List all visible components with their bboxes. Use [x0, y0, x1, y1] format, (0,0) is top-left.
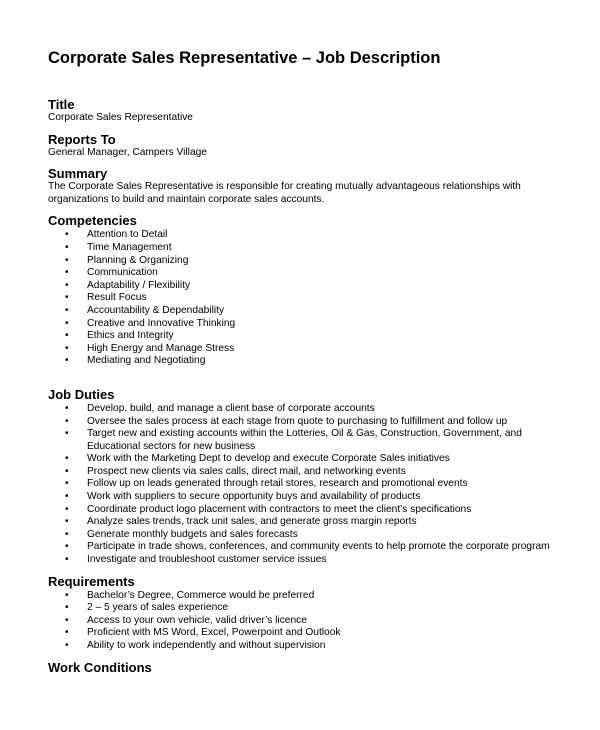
- list-item-text: High Energy and Manage Stress: [87, 342, 235, 354]
- title-section: [48, 97, 600, 125]
- competencies-section: [48, 213, 600, 368]
- list-item-text: Attention to Detail: [87, 229, 168, 241]
- list-item: [48, 355, 600, 368]
- title-text: Corporate Sales Representative: [48, 112, 193, 123]
- bullet-icon: •: [65, 229, 69, 241]
- list-item: [48, 292, 600, 305]
- list-item-text: Ability to work independently and without supervision: [87, 640, 326, 651]
- reports-to-section: [48, 132, 600, 160]
- list-item-text: Develop, build, and manage a client base of corporate accounts: [87, 402, 375, 414]
- requirements-section: [48, 574, 600, 653]
- bullet-icon: •: [65, 465, 69, 477]
- bullet-icon: •: [65, 453, 69, 465]
- bullet-icon: •: [65, 627, 69, 639]
- list-item: [48, 627, 600, 640]
- list-item: [48, 529, 600, 542]
- bullet-icon: •: [65, 355, 69, 367]
- section-heading-job-duties: Job Duties: [48, 386, 115, 402]
- list-item-text: Coordinate product logo placement with contractors to meet the client’s specifications: [87, 503, 472, 515]
- list-item: [48, 255, 600, 268]
- reports-to-text: General Manager, Campers Village: [48, 146, 207, 158]
- bullet-icon: •: [65, 279, 69, 291]
- list-item: [48, 318, 600, 331]
- bullet-icon: •: [65, 342, 69, 354]
- list-item: [48, 305, 600, 318]
- section-heading-title: Title: [48, 97, 75, 112]
- list-item: [48, 428, 600, 453]
- list-item-text: Time Management: [87, 241, 172, 253]
- list-item-text: Communication: [87, 267, 158, 279]
- list-item-text: Oversee the sales process at each stage from quote to purchasing to fulfillment and follow up: [87, 415, 508, 427]
- list-item: [48, 516, 600, 529]
- list-item-text: Prospect new clients via sales calls, direct mail, and networking events: [87, 465, 406, 477]
- list-item: [48, 403, 600, 416]
- list-item: [48, 541, 600, 554]
- list-item-text: Access to your own vehicle, valid driver’s licence: [87, 614, 307, 626]
- list-item-text: Result Focus: [87, 292, 147, 304]
- work-conditions-section: [48, 660, 600, 675]
- list-item: [48, 453, 600, 466]
- list-item: [48, 640, 600, 653]
- bullet-icon: •: [65, 589, 69, 601]
- list-item-text: Work with the Marketing Dept to develop and execute Corporate Sales initiatives: [87, 453, 450, 465]
- list-item: [48, 491, 600, 504]
- list-item: [48, 554, 600, 567]
- list-item-text: Investigate and troubleshoot customer service issues: [87, 554, 327, 566]
- bullet-icon: •: [65, 292, 69, 304]
- list-item-text: Participate in trade shows, conferences, and community events to help promote the corporate program: [87, 541, 550, 553]
- list-item-text: Bachelor’s Degree, Commerce would be preferred: [87, 589, 315, 601]
- bullet-icon: •: [65, 554, 69, 566]
- list-item-text: Analyze sales trends, track unit sales, and generate gross margin reports: [87, 516, 417, 528]
- summary-text: The Corporate Sales Representative is responsible for creating mutually advantageous relationships with organizations to build and maintain corporate sales accounts.: [48, 181, 521, 205]
- list-item-text: Ethics and Integrity: [87, 330, 174, 342]
- list-item-text: Proficient with MS Word, Excel, Powerpoint and Outlook: [87, 627, 341, 639]
- bullet-icon: •: [65, 267, 69, 279]
- section-heading-work-conditions: Work Conditions: [48, 659, 152, 675]
- bullet-icon: •: [65, 491, 69, 503]
- list-item: [48, 280, 600, 293]
- list-item: [48, 504, 600, 517]
- section-heading-competencies: Competencies: [48, 213, 137, 229]
- bullet-icon: •: [65, 415, 69, 427]
- bullet-icon: •: [65, 304, 69, 316]
- list-item-text: 2 – 5 years of sales experience: [87, 602, 229, 614]
- bullet-icon: •: [65, 528, 69, 540]
- list-item: [48, 267, 600, 280]
- list-item: [48, 242, 600, 255]
- list-item: [48, 343, 600, 356]
- bullet-icon: •: [65, 503, 69, 515]
- bullet-icon: •: [65, 402, 69, 414]
- summary-section: [48, 166, 600, 206]
- bullet-icon: •: [65, 614, 69, 626]
- section-heading-requirements: Requirements: [48, 573, 135, 589]
- section-heading-reports-to: Reports To: [48, 131, 116, 147]
- competencies-list: [48, 229, 600, 368]
- list-item-text: Work with suppliers to secure opportunity buys and availability of products: [87, 491, 421, 503]
- list-item-text: Follow up on leads generated through retail stores, research and promotional events: [87, 478, 468, 490]
- list-item-text: Creative and Innovative Thinking: [87, 317, 236, 329]
- list-item: [48, 478, 600, 491]
- list-item-text: Target new and existing accounts within the Lotteries, Oil & Gas, Construction, Government, and Educational sectors for new business: [87, 428, 522, 452]
- requirements-list: [48, 590, 600, 653]
- list-item: [48, 602, 600, 615]
- bullet-icon: •: [65, 602, 69, 614]
- bullet-icon: •: [65, 254, 69, 266]
- bullet-icon: •: [65, 317, 69, 329]
- section-heading-summary: Summary: [48, 166, 108, 182]
- list-item-text: Adaptability / Flexibility: [87, 279, 191, 291]
- list-item-text: Generate monthly budgets and sales forecasts: [87, 528, 298, 540]
- job-duties-list: [48, 403, 600, 567]
- list-item: [48, 330, 600, 343]
- document-title: Corporate Sales Representative – Job Description: [48, 49, 441, 67]
- list-item: [48, 416, 600, 429]
- bullet-icon: •: [65, 241, 69, 253]
- bullet-icon: •: [65, 516, 69, 528]
- bullet-icon: •: [65, 541, 69, 553]
- list-item-text: Planning & Organizing: [87, 254, 189, 266]
- list-item: [48, 615, 600, 628]
- bullet-icon: •: [65, 330, 69, 342]
- list-item: [48, 466, 600, 479]
- list-item: [48, 229, 600, 242]
- bullet-icon: •: [65, 478, 69, 490]
- bullet-icon: •: [65, 640, 69, 651]
- job-duties-section: [48, 387, 600, 567]
- bullet-icon: •: [65, 428, 69, 440]
- list-item-text: Mediating and Negotiating: [87, 355, 206, 367]
- list-item: [48, 590, 600, 603]
- list-item-text: Accountability & Dependability: [87, 304, 225, 316]
